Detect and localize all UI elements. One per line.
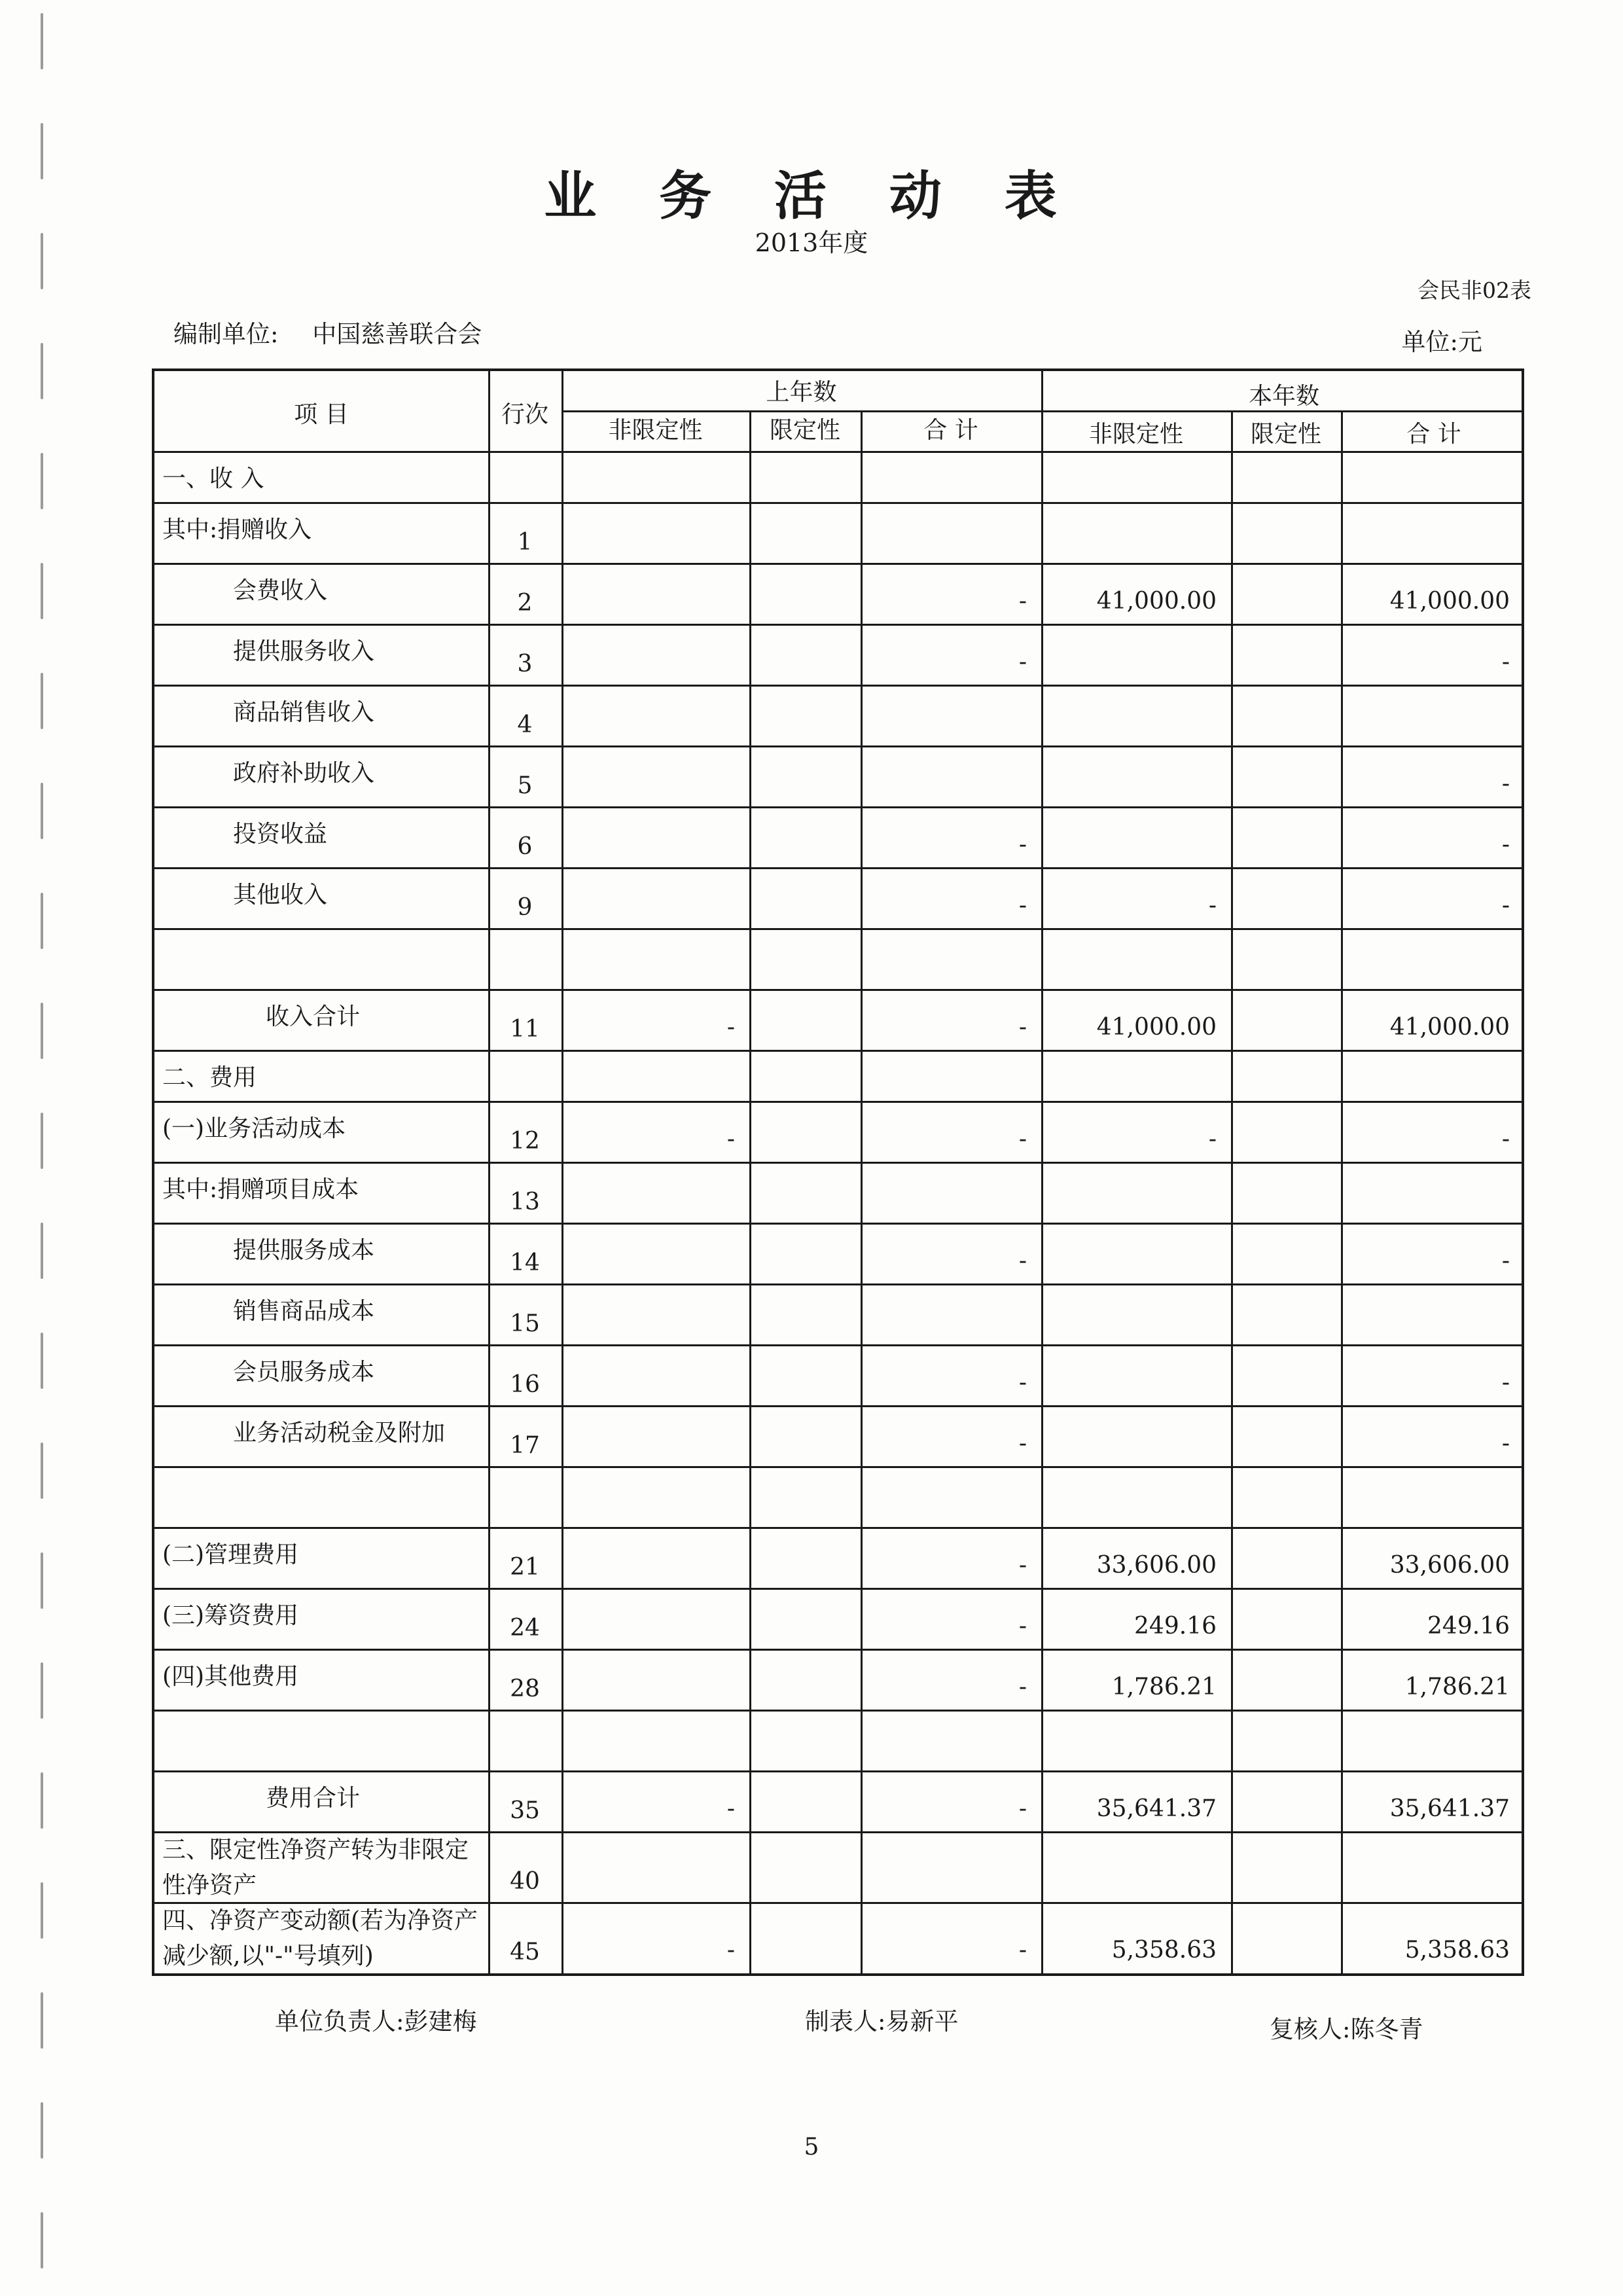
row-line-number: 45 — [510, 1939, 540, 1965]
row-line-number: 5 — [517, 772, 533, 799]
cell-prev-tot: - — [1018, 649, 1027, 675]
table-rule — [154, 1588, 1522, 1590]
cell-cur-tot: 1,786.21 — [1404, 1674, 1510, 1700]
row-line-number: 21 — [510, 1554, 540, 1581]
row-line-number: 6 — [517, 833, 533, 860]
row-label: 三、限定性净资产转为非限定性净资产 — [162, 1837, 469, 1899]
cell-prev-unr: - — [726, 1126, 735, 1153]
row-line-number: 9 — [517, 894, 533, 921]
table-rule — [154, 806, 1522, 808]
table-rule — [154, 1101, 1522, 1103]
cell-cur-tot: 35,641.37 — [1389, 1795, 1510, 1822]
row-line-number: 24 — [510, 1615, 540, 1641]
cell-cur-unr: 41,000.00 — [1096, 588, 1217, 615]
cell-prev-unr: - — [726, 1937, 735, 1964]
table-rule — [1231, 410, 1233, 1973]
binding-hole-mark — [41, 1552, 43, 1609]
table-rule — [154, 624, 1522, 626]
cell-cur-tot: 41,000.00 — [1389, 588, 1510, 615]
row-label: 其中:捐赠收入 — [162, 516, 312, 543]
binding-hole-mark — [41, 2212, 43, 2269]
cell-cur-tot: 249.16 — [1427, 1613, 1510, 1640]
cell-cur-unr: 1,786.21 — [1111, 1674, 1217, 1700]
table-rule — [562, 371, 563, 1973]
row-label: (三)筹资费用 — [162, 1602, 299, 1629]
row-label: 会费收入 — [233, 577, 328, 604]
cell-prev-tot: - — [1018, 1937, 1027, 1964]
table-rule — [1341, 410, 1343, 1973]
table-rule — [154, 1344, 1522, 1346]
row-label: 费用合计 — [266, 1785, 361, 1812]
cell-cur-tot: - — [1501, 892, 1510, 919]
row-label: (四)其他费用 — [162, 1663, 299, 1690]
cell-prev-tot: - — [1018, 1126, 1027, 1153]
table-rule — [154, 563, 1522, 565]
header-curr-total: 合 计 — [1406, 421, 1461, 448]
row-line-number: 3 — [517, 651, 533, 677]
cell-cur-unr: - — [1208, 1126, 1217, 1153]
binding-hole-mark — [41, 1223, 43, 1279]
table-rule — [154, 1283, 1522, 1285]
table-rule — [154, 1770, 1522, 1772]
cell-cur-tot: - — [1501, 649, 1510, 675]
org-label: 编制单位: — [173, 320, 279, 348]
header-item: 项 目 — [294, 401, 349, 428]
row-label: 政府补助收入 — [233, 760, 375, 787]
row-line-number: 15 — [510, 1310, 540, 1337]
header-curr-year: 本年数 — [1248, 383, 1319, 410]
row-label: 其中:捐赠项目成本 — [162, 1176, 359, 1203]
cell-cur-tot: - — [1501, 831, 1510, 858]
row-label: 投资收益 — [233, 821, 328, 848]
table-rule — [154, 1710, 1522, 1712]
row-line-number: 1 — [517, 529, 533, 556]
cell-cur-unr: 41,000.00 — [1096, 1014, 1217, 1041]
table-rule — [154, 1223, 1522, 1225]
page-number: 5 — [804, 2134, 819, 2161]
cell-cur-tot: - — [1501, 770, 1510, 797]
cell-prev-tot: - — [1018, 831, 1027, 858]
cell-prev-tot: - — [1018, 892, 1027, 919]
row-line-number: 40 — [510, 1868, 540, 1895]
binding-hole-mark — [41, 1772, 43, 1829]
row-line-number: 11 — [510, 1016, 540, 1043]
cell-prev-tot: - — [1018, 1369, 1027, 1396]
cell-prev-tot: - — [1018, 1247, 1027, 1274]
header-prev-unrestricted: 非限定性 — [608, 417, 703, 444]
cell-cur-tot: 5,358.63 — [1404, 1937, 1510, 1964]
row-line-number: 4 — [517, 711, 533, 738]
cell-prev-unr: - — [726, 1795, 735, 1822]
row-line-number: 28 — [510, 1676, 540, 1702]
cell-prev-tot: - — [1018, 588, 1027, 615]
table-rule — [154, 745, 1522, 747]
row-line-number: 14 — [510, 1249, 540, 1276]
footer-preparer: 制表人:易新平 — [805, 2007, 959, 2036]
binding-hole-mark — [41, 1113, 43, 1169]
row-label: 一、收 入 — [162, 465, 264, 492]
table-rule — [154, 685, 1522, 687]
cell-cur-unr: 5,358.63 — [1111, 1937, 1217, 1964]
org-name: 中国慈善联合会 — [312, 320, 482, 348]
binding-hole-mark — [41, 673, 43, 729]
table-rule — [154, 1405, 1522, 1407]
currency-unit: 单位:元 — [1401, 328, 1482, 356]
cell-cur-unr: - — [1208, 892, 1217, 919]
cell-cur-tot: - — [1501, 1369, 1510, 1396]
table-rule — [154, 1649, 1522, 1651]
table-rule — [154, 1050, 1522, 1052]
binding-hole-mark — [41, 563, 43, 619]
cell-prev-tot: - — [1018, 1795, 1027, 1822]
row-label: 提供服务收入 — [233, 638, 375, 665]
header-prev-restricted: 限定性 — [769, 417, 840, 444]
document-title: 业 务 活 动 表 — [544, 165, 1079, 226]
row-line-number: 13 — [510, 1189, 540, 1215]
footer-unit-head: 单位负责人:彭建梅 — [275, 2007, 477, 2036]
table-rule — [154, 867, 1522, 869]
binding-hole-mark — [41, 343, 43, 399]
binding-hole-mark — [41, 1992, 43, 2049]
row-label: 销售商品成本 — [233, 1298, 375, 1325]
cell-prev-tot: - — [1018, 1552, 1027, 1579]
cell-prev-unr: - — [726, 1014, 735, 1041]
cell-cur-unr: 249.16 — [1134, 1613, 1217, 1640]
binding-hole-mark — [41, 783, 43, 839]
footer-reviewer: 复核人:陈冬青 — [1270, 2015, 1423, 2043]
cell-prev-tot: - — [1018, 1430, 1027, 1457]
cell-cur-tot: - — [1501, 1126, 1510, 1153]
binding-hole-mark — [41, 1882, 43, 1939]
row-line-number: 35 — [510, 1797, 540, 1824]
row-label: (一)业务活动成本 — [162, 1115, 346, 1142]
row-label: 二、费用 — [162, 1064, 257, 1091]
table-rule — [154, 451, 1522, 453]
row-label: 提供服务成本 — [233, 1237, 375, 1264]
table-rule — [154, 1466, 1522, 1468]
row-line-number: 2 — [517, 590, 533, 617]
row-line-number: 17 — [510, 1432, 540, 1459]
row-label: 收入合计 — [266, 1003, 361, 1030]
binding-hole-mark — [41, 1662, 43, 1719]
header-prev-year: 上年数 — [766, 379, 837, 406]
header-line: 行次 — [501, 401, 548, 428]
cell-cur-unr: 33,606.00 — [1096, 1552, 1217, 1579]
row-label: 商品销售收入 — [233, 699, 375, 726]
binding-hole-mark — [41, 13, 43, 69]
header-curr-unrestricted: 非限定性 — [1088, 421, 1183, 448]
cell-cur-tot: 33,606.00 — [1389, 1552, 1510, 1579]
header-prev-total: 合 计 — [923, 417, 978, 444]
binding-hole-mark — [41, 1003, 43, 1059]
row-line-number: 12 — [510, 1128, 540, 1155]
table-rule — [154, 989, 1522, 991]
table-rule — [154, 502, 1522, 504]
row-line-number: 16 — [510, 1371, 540, 1398]
table-rule — [861, 410, 863, 1973]
binding-hole-mark — [41, 893, 43, 949]
binding-hole-mark — [41, 1443, 43, 1499]
table-rule — [749, 410, 751, 1973]
cell-prev-tot: - — [1018, 1674, 1027, 1700]
cell-cur-unr: 35,641.37 — [1096, 1795, 1217, 1822]
cell-prev-tot: - — [1018, 1014, 1027, 1041]
binding-hole-mark — [41, 1333, 43, 1389]
cell-cur-tot: - — [1501, 1247, 1510, 1274]
cell-prev-tot: - — [1018, 1613, 1027, 1640]
binding-hole-mark — [41, 453, 43, 509]
row-label: (二)管理费用 — [162, 1541, 299, 1568]
form-code: 会民非02表 — [1418, 278, 1531, 303]
table-rule — [154, 928, 1522, 930]
activity-statement-table — [152, 368, 1524, 1976]
row-label: 业务活动税金及附加 — [233, 1420, 446, 1446]
table-rule — [154, 1162, 1522, 1164]
row-label: 会员服务成本 — [233, 1359, 375, 1386]
table-rule — [154, 1527, 1522, 1529]
cell-cur-tot: - — [1501, 1430, 1510, 1457]
row-label: 其他收入 — [233, 882, 328, 908]
report-year: 2013年度 — [755, 228, 868, 257]
cell-cur-tot: 41,000.00 — [1389, 1014, 1510, 1041]
row-label: 四、净资产变动额(若为净资产减少额,以"-"号填列) — [162, 1907, 478, 1969]
org-line — [173, 314, 482, 350]
header-curr-restricted: 限定性 — [1250, 421, 1321, 448]
